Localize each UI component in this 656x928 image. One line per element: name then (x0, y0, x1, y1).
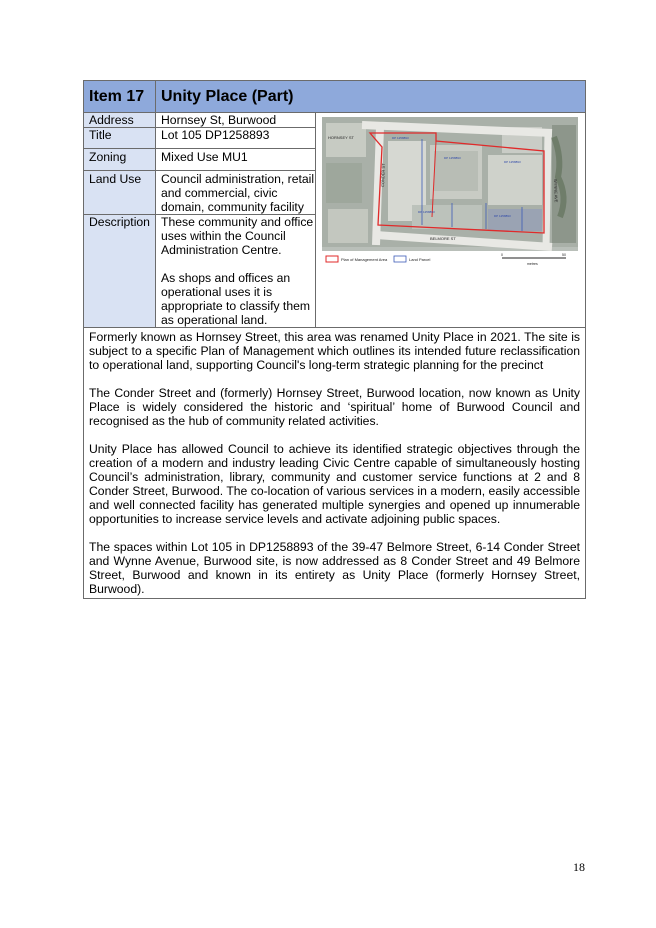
property-item-table (83, 80, 586, 599)
site-map-cell (316, 113, 586, 328)
map-lot-label: DP 1258893 (504, 160, 521, 164)
map-lot-label: DP 1258893 (444, 156, 461, 160)
description-value (156, 215, 316, 328)
map-lot-label: DP 1258893 (392, 136, 409, 140)
legend-plan-label: Plan of Management Area (341, 257, 388, 262)
address-value: Hornsey St, Burwood (156, 113, 316, 128)
title-value: Lot 105 DP1258893 (156, 128, 316, 149)
zoning-value: Mixed Use MU1 (156, 149, 316, 171)
zoning-label: Zoning (84, 149, 156, 171)
map-street-conder: CONDER ST (380, 163, 386, 188)
title-label: Title (84, 128, 156, 149)
site-map (322, 117, 578, 267)
description-paragraph: These community and office uses within the Council Administration Centre. (161, 215, 314, 257)
map-street-wynne: WYNNE AVE (553, 178, 559, 203)
body-paragraph: Unity Place has allowed Council to achieve its identified strategic objectives through the creation of a modern and industry leading Civic Centre capable of simultaneously hosting Council’s administration, library, community and customer service functions at 2 and 8 Conder Street, Burwood. The co-location of various services in a modern, easily accessible and well connected facility has generated multiple synergies and opened up innumerable opportunities to increase service levels and activate adjoining public spaces. (89, 442, 581, 526)
body-paragraph: The spaces within Lot 105 in DP1258893 of the 39-47 Belmore Street, 6-14 Conder Street and Wynne Avenue, Burwood site, is now addressed as 8 Conder Street and 49 Belmore Street, Burwood and known in its entirety as Unity Place (formerly Hornsey Street, Burwood). (89, 540, 581, 596)
land-use-label: Land Use (84, 171, 156, 215)
body-row (84, 328, 586, 599)
page-number: 18 (573, 860, 585, 874)
land-use-value: Council administration, retail and commercial, civic domain, community facility (156, 171, 316, 215)
description-paragraph: As shops and offices an operational uses it is appropriate to classify them as operational land. (161, 271, 311, 327)
body-paragraph: The Conder Street and (formerly) Hornsey Street, Burwood location, now known as Unity Place is widely considered the historic and ‘spiritual’ home of Burwood Council and recognised as the hub of community related activities. (89, 386, 581, 428)
body-paragraph: Formerly known as Hornsey Street, this area was renamed Unity Place in 2021. The site is subject to a specific Plan of Management which outlines its intended future reclassification to operational land, supporting Council's long-term strategic planning for the precinct (89, 330, 581, 372)
scale-start: 0 (501, 253, 503, 257)
map-street-hornsey: HORNSEY ST (328, 135, 354, 140)
description-label: Description (84, 215, 156, 328)
scale-unit: metres (527, 262, 538, 266)
map-lot-label: DP 1258893 (494, 214, 511, 218)
address-row (84, 113, 586, 128)
item-name: Unity Place (Part) (156, 81, 586, 113)
scale-end: 50 (562, 253, 566, 257)
address-label: Address (84, 113, 156, 128)
table-header-row (84, 81, 586, 113)
map-lot-label: DP 1258893 (418, 210, 435, 214)
legend-parcel-label: Land Parcel (409, 257, 431, 262)
body-text-cell (84, 328, 586, 599)
map-street-belmore: BELMORE ST (430, 236, 456, 241)
item-number: Item 17 (84, 81, 156, 113)
